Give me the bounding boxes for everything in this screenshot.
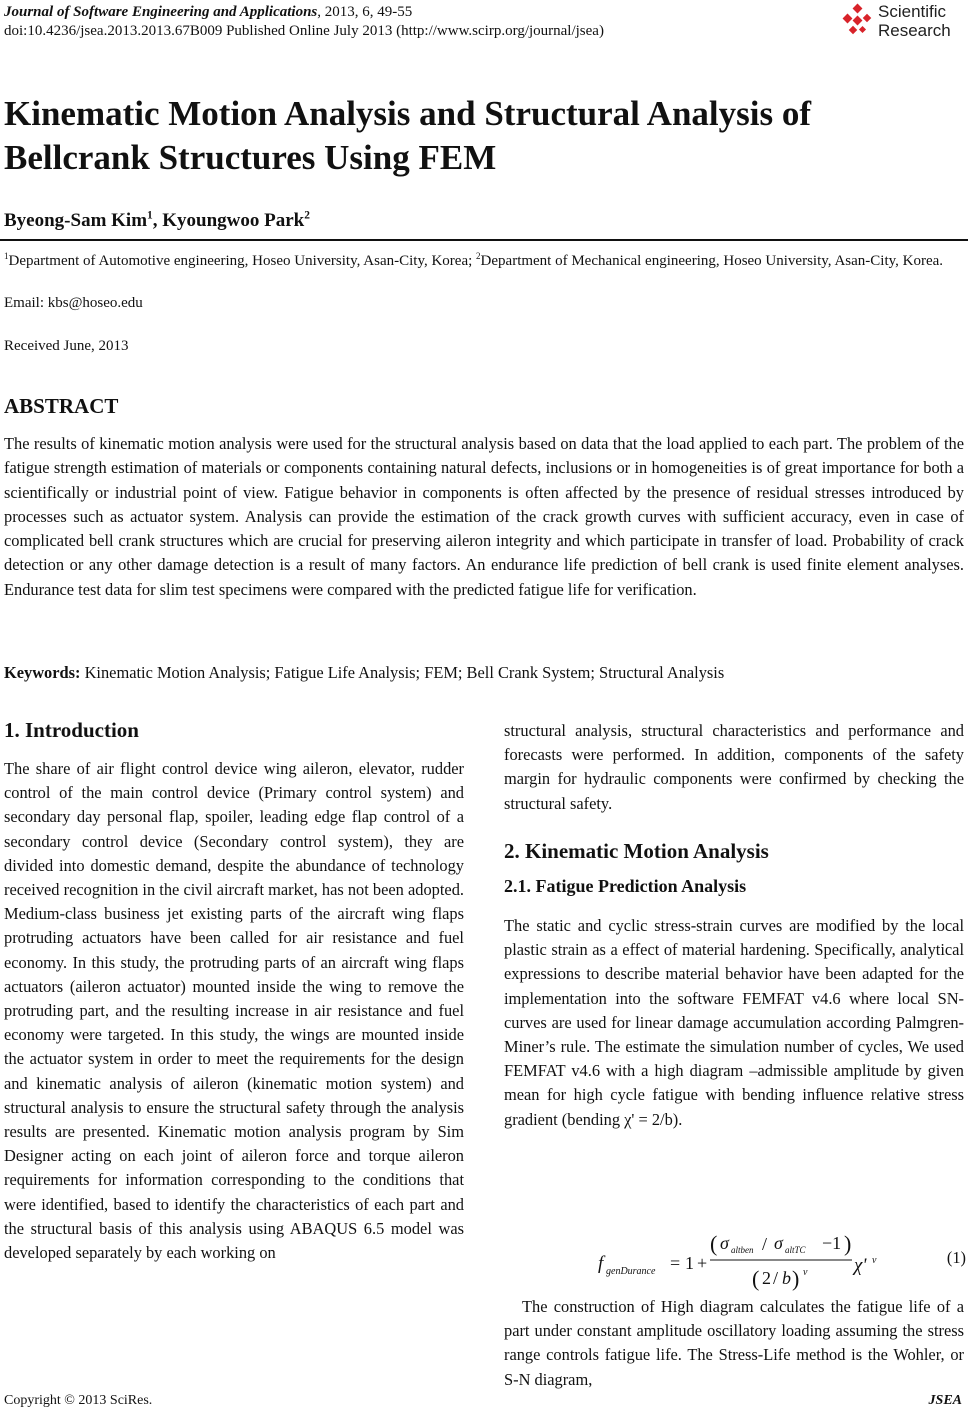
eq-lhs: f [598, 1253, 604, 1274]
equation-number: (1) [946, 1248, 966, 1267]
eq-den-exponent: ν [803, 1267, 808, 1278]
author-list [4, 210, 310, 232]
eq-den-b: b [782, 1268, 791, 1288]
eq-plus: + [697, 1253, 708, 1273]
keywords-label: Keywords: [4, 663, 81, 682]
doi-line: doi:10.4236/jsea.2013.2013.67B009 Published Online July 2013 (http://www.scirp.org/journal/jsea) [4, 23, 604, 39]
eq-sigma-1: σ [720, 1233, 729, 1253]
author-name: Byeong-Sam Kim [4, 210, 148, 231]
eq-one: 1 [685, 1253, 694, 1273]
logo-text-line1: Scientific [878, 2, 947, 21]
logo-text-line2: Research [878, 21, 951, 40]
eq-sub-alttc: altTC [785, 1245, 806, 1255]
title-divider [0, 239, 968, 241]
journal-abbreviation: JSEA [928, 1393, 962, 1408]
eq-den-close-paren: ) [792, 1266, 800, 1291]
publisher-logo [840, 0, 962, 42]
copyright: Copyright © 2013 SciRes. [4, 1393, 153, 1408]
keywords [4, 663, 964, 683]
journal-citation: , 2013, 6, 49-55 [317, 4, 413, 20]
author-affiliation-mark: 1 [147, 209, 153, 222]
eq-minus-one: −1 [822, 1233, 842, 1253]
author-name: Kyoungwoo Park [162, 210, 305, 231]
eq-equals: = [670, 1253, 681, 1273]
affiliations [4, 251, 964, 271]
section-heading-introduction: 1. Introduction [4, 718, 139, 742]
paper-title: Kinematic Motion Analysis and Structural Analysis of Bellcrank Structures Using FEM [4, 94, 812, 177]
eq-chi: χ' [854, 1255, 867, 1276]
subsection-heading: 2.1. Fatigue Prediction Analysis [504, 876, 747, 896]
body-paragraph: The static and cyclic stress-strain curves are modified by the local plastic strain as a effect of material hardening. Specifically, analytical expressions to describe material behavior have been adapted for the implementation into the software FEMFAT v4.6 where local SN-curves are used for linear damage accumulation according Palmgren-Miner’s rule. The estimate the simulation number of cycles, We used FEMFAT v4.6 with a high diagram –admissible amplitude by given mean for high cycle fatigue with bending influence relative stress gradient (bending χ' = 2/b). [504, 916, 964, 1129]
eq-den-open-paren: ( [752, 1266, 760, 1291]
eq-den-two: 2 [762, 1268, 771, 1288]
affiliation-mark: 2 [476, 251, 481, 261]
contact-email: Email: kbs@hoseo.edu [4, 295, 143, 311]
journal-name: Journal of Software Engineering and Applications [4, 4, 318, 20]
received-date: Received June, 2013 [4, 338, 129, 354]
eq-close-paren: ) [844, 1233, 852, 1256]
logo-mark-icon [840, 3, 876, 39]
affiliation-1: Department of Automotive engineering, Hoseo University, Asan-City, Korea; [8, 253, 477, 269]
body-paragraph: The construction of High diagram calculates the fatigue life of a part under constant amplitude oscillatory loading assuming the stress range controls fatigue life. The Stress-Life method is the Wohler, or S-N diagram, [504, 1297, 964, 1389]
author-separator: , [152, 210, 163, 231]
journal-header [4, 3, 412, 22]
eq-open-paren: ( [710, 1233, 718, 1256]
author-affiliation-mark: 2 [304, 209, 310, 222]
abstract-body: The results of kinematic motion analysis were used for the structural analysis based on data that the load applied to each part. The problem of the fatigue strength estimation of materials or components containing natural defects, inclusions or in homogeneities is of great importance for both a scientifically or industrial point of view. Fatigue behavior in components is often affected by the presence of residual stresses introduced by processes such as actuator system. Analysis can provide the estimation of the crack growth curves with sufficient accuracy, even in case of complicated bell crank structures which are crucial for preserving aileron integrity and which participate in transfer of load. Probability of crack detection or any other damage detection is a result of many factors. An endurance life prediction of bell crank is used finite element analyses. Endurance test data for slim test specimens were compared with the predicted fatigue life for verification. [4, 434, 964, 599]
abstract-heading: ABSTRACT [4, 394, 119, 418]
eq-sigma-2: σ [774, 1233, 783, 1253]
eq-sub-altben: altben [731, 1245, 754, 1255]
section-heading-kinematic: 2. Kinematic Motion Analysis [504, 839, 769, 863]
affiliation-mark: 1 [4, 251, 9, 261]
eq-den-slash: / [773, 1268, 779, 1288]
eq-chi-exponent: ν [872, 1255, 877, 1266]
affiliation-2: Department of Mechanical engineering, Hoseo University, Asan-City, Korea. [480, 253, 944, 269]
keywords-list: Kinematic Motion Analysis; Fatigue Life Analysis; FEM; Bell Crank System; Structural Analysis [80, 663, 725, 682]
equation-1 [596, 1233, 966, 1295]
eq-lhs-subscript: genDurance [606, 1266, 656, 1277]
body-paragraph: structural analysis, structural characteristics and performance and forecasts were performed. In addition, components of the safety margin for hydraulic components were confirmed by checking the structural safety. [504, 721, 964, 813]
eq-slash: / [762, 1234, 768, 1254]
introduction-paragraph: The share of air flight control device wing aileron, elevator, rudder control of the main control device (Primary control system) and secondary day personal flap, spoiler, leading edge flap control of a secondary control device (Secondary control system), they are divided into domestic demand, despite the abundance of technology received recognition in the civil aircraft market, has not been adopted. Medium-class business jet existing parts of the aircraft wing flaps protruding actuators have been called for air resistance and fuel economy. In this study, the protruding parts of an aircraft wing flaps actuators (aileron actuator) mounted inside the wing to remove the protruding part, and the resulting increase in air resistance and fuel economy were targeted. In this study, the wings are mounted inside the actuator system in order to meet the requirements for the design and kinematic analysis of aileron (kinematic motion system) and structural analysis to ensure the structural safety through the analysis results are presented. Kinematic motion analysis program by Sim Designer acting on each joint of aileron force and torque aileron requirements for information corresponding to the conditions that were identified, based to identify the characteristics of each part and the structural basis of this analysis using ABAQUS 6.5 model was developed separately by each working on [4, 759, 464, 1263]
